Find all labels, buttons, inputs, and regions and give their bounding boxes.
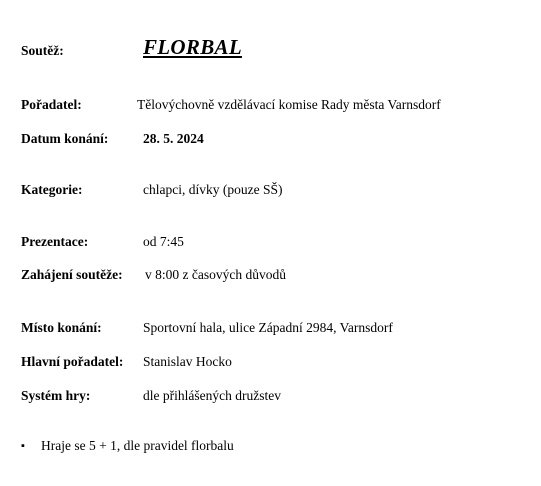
game-system-value: dle přihlášených družstev (143, 388, 281, 403)
category-label: Kategorie: (21, 182, 83, 197)
category-value: chlapci, dívky (pouze SŠ) (143, 182, 283, 197)
game-system-label: Systém hry: (21, 388, 91, 403)
bullet-icon: ▪ (21, 440, 25, 452)
main-organizer-label: Hlavní pořadatel: (21, 354, 124, 369)
competition-title: FLORBAL (143, 35, 242, 59)
registration-value: od 7:45 (143, 234, 184, 249)
main-organizer-value: Stanislav Hocko (143, 354, 232, 369)
competition-label: Soutěž: (21, 43, 64, 58)
organizer-value: Tělovýchovně vzdělávací komise Rady města Varnsdorf (137, 97, 441, 112)
start-value: v 8:00 z časových důvodů (145, 267, 286, 282)
note-item: Hraje se 5 + 1, dle pravidel florbalu (41, 438, 234, 453)
date-value: 28. 5. 2024 (143, 131, 204, 146)
date-label: Datum konání: (21, 131, 109, 146)
venue-label: Místo konání: (21, 320, 102, 335)
registration-label: Prezentace: (21, 234, 89, 249)
organizer-label: Pořadatel: (21, 97, 82, 112)
start-label: Zahájení soutěže: (21, 267, 123, 282)
venue-value: Sportovní hala, ulice Západní 2984, Varnsdorf (143, 320, 393, 335)
